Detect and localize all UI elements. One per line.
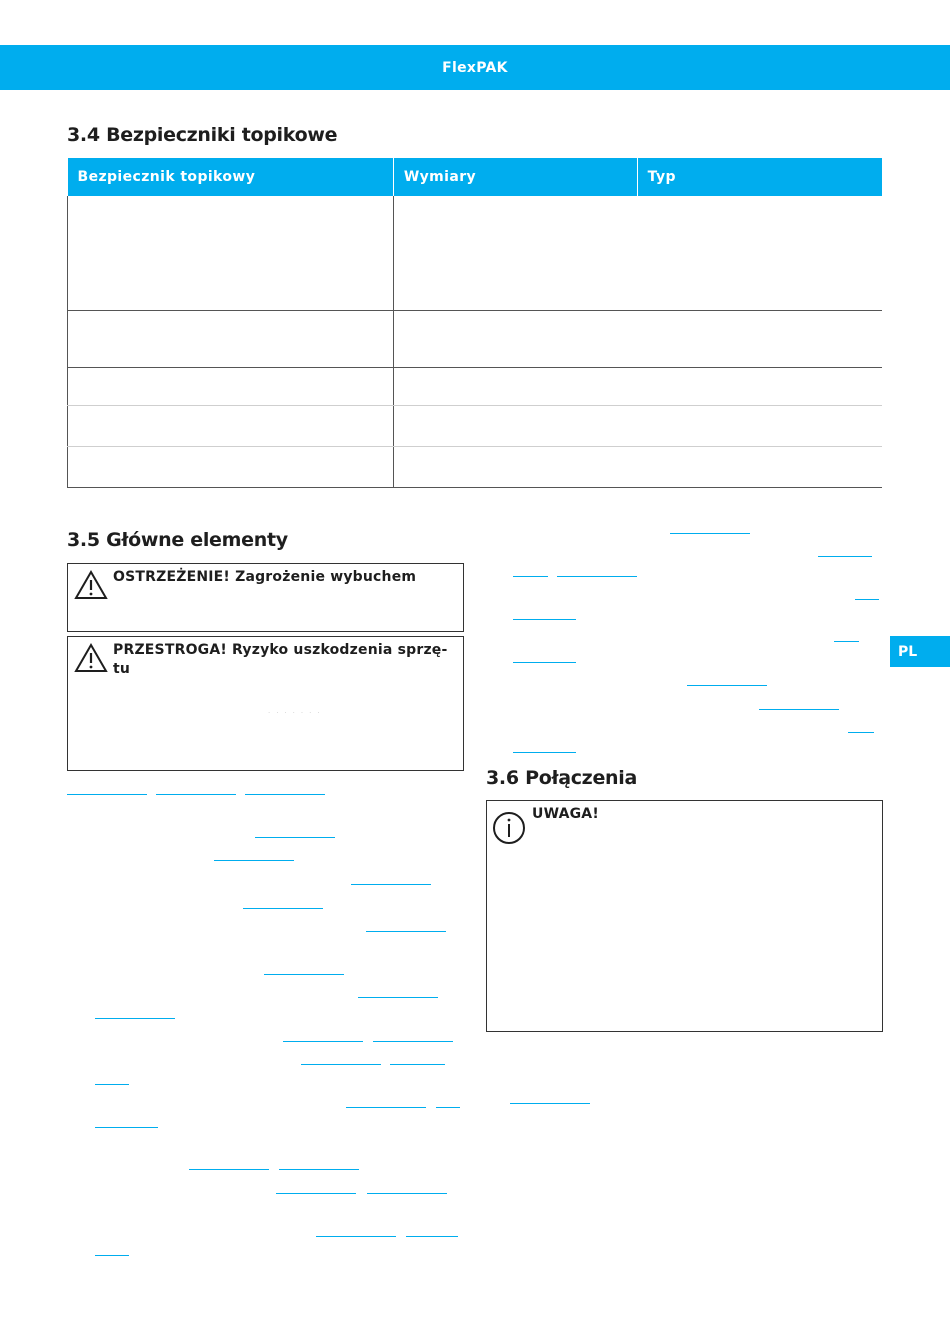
link[interactable] — [214, 860, 294, 861]
warning-triangle-icon — [74, 643, 108, 673]
link[interactable] — [848, 732, 874, 733]
link[interactable] — [189, 1169, 269, 1170]
caution-title: PRZESTROGA! Ryzyko uszkodzenia sprzę- tu — [113, 642, 448, 677]
link[interactable] — [351, 884, 431, 885]
header-bar — [0, 45, 950, 90]
link[interactable] — [95, 1127, 158, 1128]
warning-triangle-icon — [74, 570, 108, 600]
warning-box — [67, 563, 464, 632]
link[interactable] — [670, 533, 750, 534]
link[interactable] — [759, 709, 839, 710]
notice-title: UWAGA! — [532, 806, 599, 822]
link[interactable] — [301, 1064, 381, 1065]
notice-box — [486, 800, 883, 1032]
link[interactable] — [390, 1064, 445, 1065]
link[interactable] — [316, 1236, 396, 1237]
link[interactable] — [557, 576, 637, 577]
section-heading-elements: 3.5 Główne elementy — [67, 529, 288, 551]
link[interactable] — [510, 1103, 590, 1104]
link[interactable] — [264, 974, 344, 975]
link[interactable] — [245, 794, 325, 795]
link[interactable] — [373, 1041, 453, 1042]
link[interactable] — [834, 641, 859, 642]
table-row — [68, 310, 883, 367]
column-header: Bezpiecznik topikowy — [68, 158, 394, 196]
link[interactable] — [855, 599, 879, 600]
link[interactable] — [406, 1236, 458, 1237]
link[interactable] — [276, 1193, 356, 1194]
link[interactable] — [513, 619, 576, 620]
decorative-dots: ······· — [268, 709, 326, 717]
caution-box — [67, 636, 464, 771]
link[interactable] — [366, 931, 446, 932]
language-tab[interactable]: PL — [890, 636, 950, 667]
link[interactable] — [255, 837, 335, 838]
table-row — [68, 405, 883, 446]
table-row — [68, 446, 883, 487]
table-row — [68, 196, 883, 310]
link[interactable] — [95, 1255, 129, 1256]
link[interactable] — [367, 1193, 447, 1194]
warning-title: OSTRZEŻENIE! Zagrożenie wybuchem — [113, 569, 417, 585]
link[interactable] — [513, 752, 576, 753]
link[interactable] — [346, 1107, 426, 1108]
link[interactable] — [687, 685, 767, 686]
fuse-table — [67, 158, 882, 488]
link[interactable] — [243, 908, 323, 909]
column-header: Typ — [637, 158, 882, 196]
link[interactable] — [283, 1041, 363, 1042]
link[interactable] — [358, 997, 438, 998]
link[interactable] — [818, 556, 872, 557]
link[interactable] — [95, 1084, 129, 1085]
link[interactable] — [513, 662, 576, 663]
info-circle-icon — [492, 811, 526, 845]
link[interactable] — [95, 1018, 175, 1019]
section-heading-connections: 3.6 Połączenia — [486, 767, 637, 789]
section-heading-fuses: 3.4 Bezpieczniki topikowe — [67, 124, 338, 146]
link[interactable] — [513, 576, 548, 577]
header-title: FlexPAK — [442, 59, 508, 76]
link[interactable] — [156, 794, 236, 795]
link[interactable] — [436, 1107, 460, 1108]
link[interactable] — [279, 1169, 359, 1170]
link[interactable] — [67, 794, 147, 795]
table-row — [68, 367, 883, 405]
table-header-row — [68, 158, 883, 196]
column-header: Wymiary — [393, 158, 637, 196]
